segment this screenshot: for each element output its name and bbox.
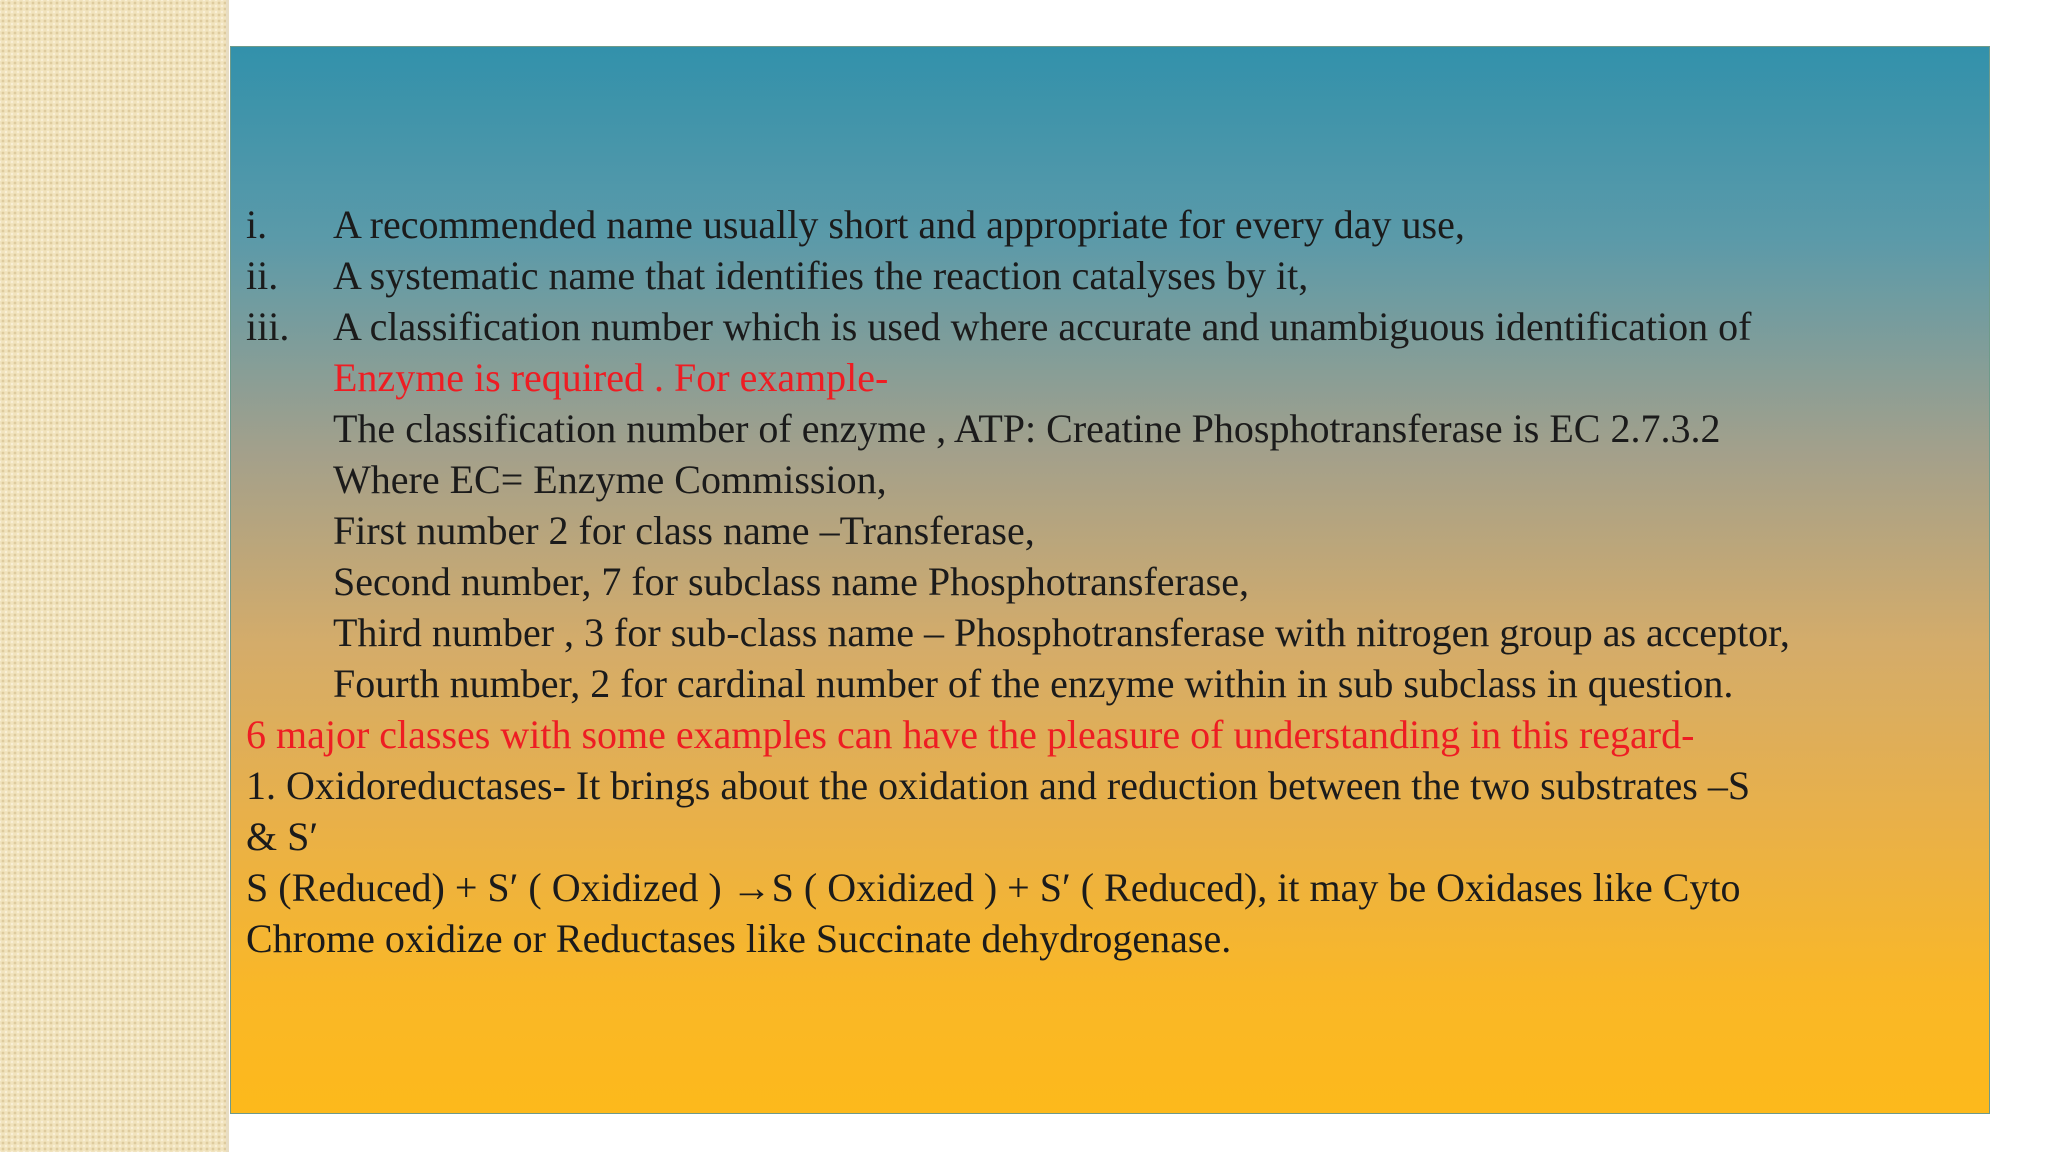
slide-content-panel	[230, 46, 1990, 1114]
detail-line-1: The classification number of enzyme , ATP: Creatine Phosphotransferase is EC 2.7.3.2	[333, 406, 1721, 451]
enzyme-required-text: Enzyme is required . For example-	[333, 355, 889, 400]
oxidoreductases-line-1: 1. Oxidoreductases- It brings about the oxidation and reduction between the two substrates –S	[246, 763, 1751, 808]
major-classes-heading: 6 major classes with some examples can have the pleasure of understanding in this regard-	[246, 712, 1695, 757]
detail-line-5: Third number , 3 for sub-class name – Phosphotransferase with nitrogen group as acceptor,	[333, 610, 1790, 655]
list-text-2: A systematic name that identifies the reaction catalyses by it,	[333, 253, 1309, 298]
list-marker-3: iii.	[246, 304, 290, 349]
reaction-line-1: S (Reduced) + S′ ( Oxidized ) →S ( Oxidized ) + S′ ( Reduced), it may be Oxidases like Cyto	[246, 865, 1741, 910]
detail-line-2: Where EC= Enzyme Commission,	[333, 457, 887, 502]
list-marker-1: i.	[246, 202, 268, 247]
list-text-3: A classification number which is used where accurate and unambiguous identification of	[333, 304, 1752, 349]
list-text-1: A recommended name usually short and appropriate for every day use,	[333, 202, 1465, 247]
list-item-2	[246, 250, 1986, 301]
oxidoreductases-line-2: & S′	[246, 814, 319, 859]
detail-line-6: Fourth number, 2 for cardinal number of the enzyme within in sub subclass in question.	[333, 661, 1734, 706]
slide-text-block	[246, 199, 1986, 964]
list-item-1	[246, 199, 1986, 250]
detail-line-4: Second number, 7 for subclass name Phosphotransferase,	[333, 559, 1249, 604]
detail-line-3: First number 2 for class name –Transferase,	[333, 508, 1035, 553]
list-marker-2: ii.	[246, 253, 279, 298]
list-item-3	[246, 301, 1986, 352]
side-strip-edge	[226, 0, 229, 1152]
reaction-line-2: Chrome oxidize or Reductases like Succinate dehydrogenase.	[246, 916, 1232, 961]
decorative-side-strip	[0, 0, 226, 1152]
